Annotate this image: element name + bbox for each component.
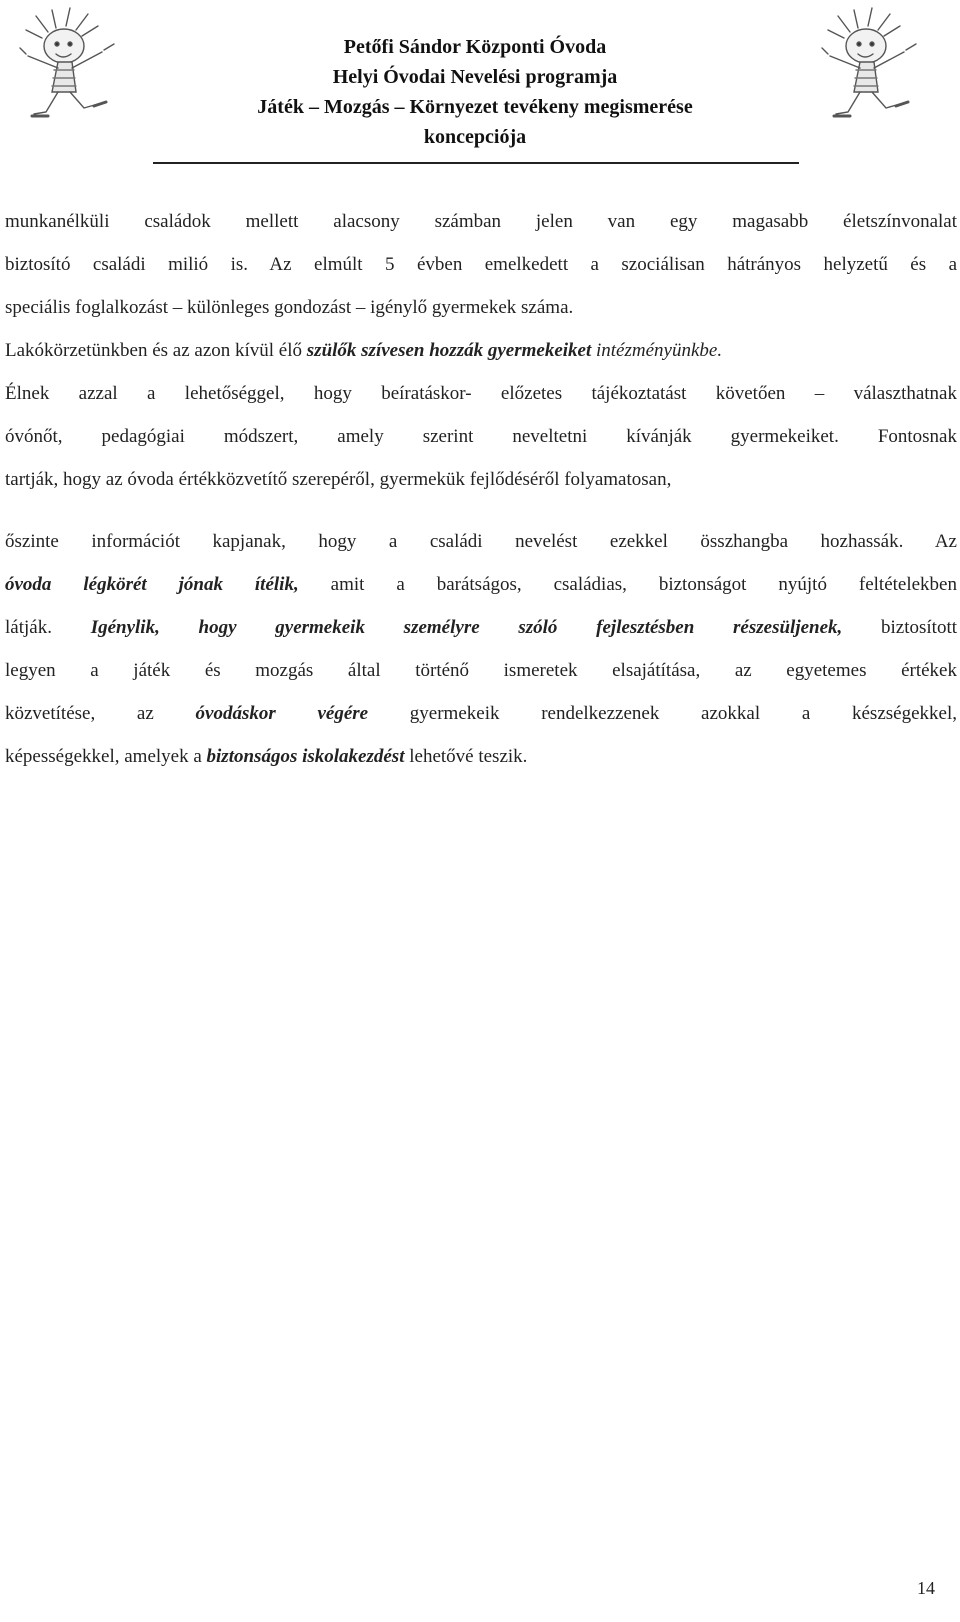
text-run: lehetővé teszik.	[404, 746, 528, 767]
running-child-logo-left	[6, 4, 146, 124]
document-header	[150, 32, 800, 152]
text-run: biztosított	[842, 617, 958, 638]
header-concept: koncepciója	[423, 126, 527, 148]
text-line	[5, 735, 957, 778]
paragraph-1	[5, 200, 957, 501]
text-run: amit a barátságos, családias, biztonságot nyújtó feltételekben	[298, 574, 957, 595]
emphasis-text: óvoda légkörét jónak ítélik,	[5, 574, 299, 595]
text-line	[5, 606, 957, 649]
header-program: Helyi Óvodai Nevelési programja	[332, 66, 618, 88]
header-divider	[153, 162, 799, 164]
emphasis-text: óvodáskor végére	[195, 703, 369, 724]
emphasis-text: szülők szívesen hozzák gyermekeiket	[306, 340, 592, 361]
emphasis-text: Igénylik, hogy gyermekeik személyre szóló fejlesztésben részesüljenek,	[90, 617, 843, 638]
text-line: tartják, hogy az óvoda értékközvetítő szerepéről, gyermekük fejlődéséről folyamatosan,	[5, 469, 672, 490]
running-child-logo-right	[808, 4, 948, 124]
text-run: közvetítése, az	[5, 703, 196, 724]
text-line: őszinte információt kapjanak, hogy a családi nevelést ezekkel összhangba hozhassák. Az	[5, 531, 957, 552]
text-line: legyen a játék és mozgás által történő ismeretek elsajátítása, az egyetemes értékek	[5, 660, 957, 681]
text-line: speciális foglalkozást – különleges gondozást – igénylő gyermekek száma.	[5, 297, 574, 318]
italic-text: intézményünkbe.	[591, 340, 723, 361]
page-number: 14	[917, 1578, 935, 1598]
text-run: Lakókörzetünkben és az azon kívül élő	[5, 340, 307, 361]
text-run: képességekkel, amelyek a	[5, 746, 207, 767]
text-line: Élnek azzal a lehetőséggel, hogy beíratáskor- előzetes tájékoztatást követően – választhatnak	[5, 383, 957, 404]
emphasis-text: biztonságos iskolakezdést	[206, 746, 405, 767]
text-line: munkanélküli családok mellett alacsony számban jelen van egy magasabb életszínvonalat	[5, 211, 957, 232]
text-line: óvónőt, pedagógiai módszert, amely szerint neveltetni kívánják gyermekeiket. Fontosnak	[5, 426, 957, 447]
paragraph-2	[5, 520, 957, 778]
text-line: biztosító családi milió is. Az elmúlt 5 évben emelkedett a szociálisan hátrányos helyzetű és a	[5, 254, 957, 275]
text-line	[5, 692, 957, 735]
text-run: látják.	[5, 617, 91, 638]
text-line	[5, 563, 957, 606]
text-line	[5, 329, 957, 372]
header-institution: Petőfi Sándor Központi Óvoda	[343, 36, 607, 58]
text-run: gyermekeik rendelkezzenek azokkal a készségekkel,	[368, 703, 957, 724]
header-subtitle: Játék – Mozgás – Környezet tevékeny megismerése	[257, 96, 693, 118]
